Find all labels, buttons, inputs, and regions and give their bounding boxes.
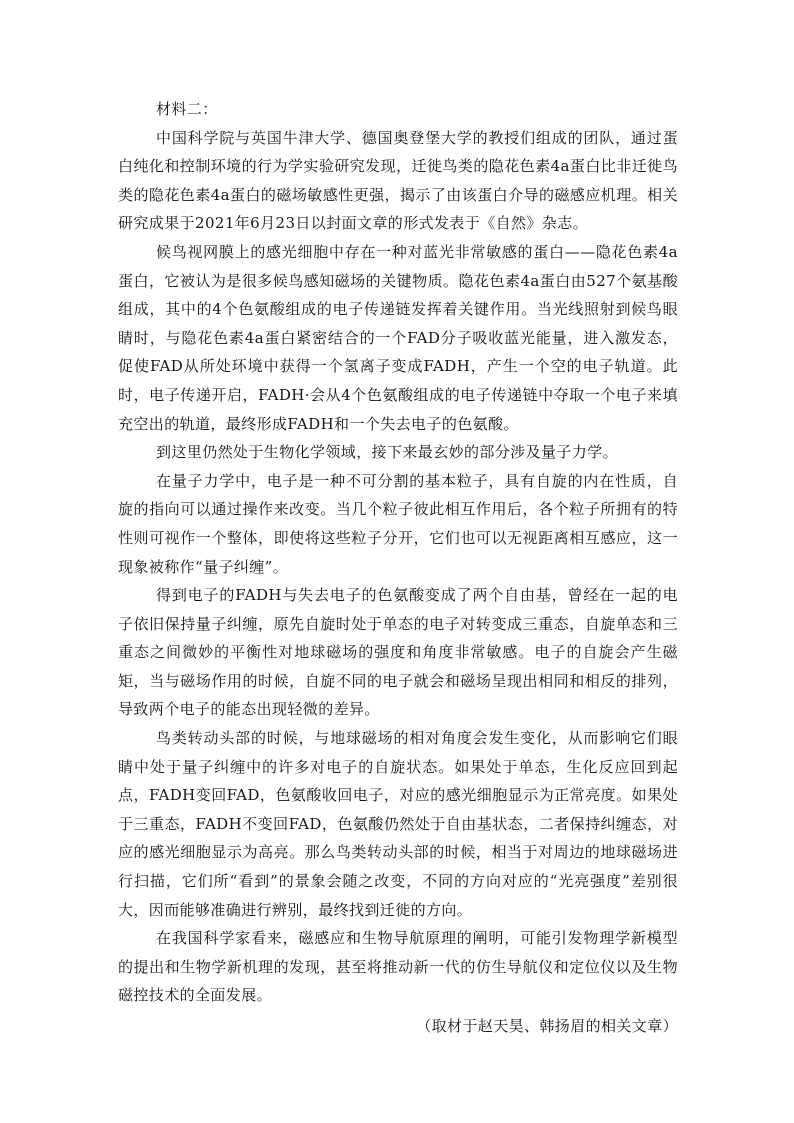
- paragraph-7: 在我国科学家看来，磁感应和生物导航原理的阐明，可能引发物理学新模型的提出和生物学新机理的发现，甚至将推动新一代的仿生导航仪和定位仪以及生物磁控技术的全面发展。: [118, 929, 678, 1005]
- paragraph-2: 候鸟视网膜上的感光细胞中存在一种对蓝光非常敏感的蛋白——隐花色素4a蛋白，它被认为是很多候鸟感知磁场的关键物质。隐花色素4a蛋白由527个氨基酸组成，其中的4个色氨酸组成的电子传递链发挥着关键作用。当光线照射到候鸟眼睛时，与隐花色素4a蛋白紧密结合的一个FAD分子吸收蓝光能量，进入激发态，促使FAD从所处环境中获得一个氢离子变成FADH，产生一个空的电子轨道。此时，电子传递开启，FADH·会从4个色氨酸组成的电子传递链中夺取一个电子来填充空出的轨道，最终形成FADH和一个失去电子的色氨酸。: [118, 242, 678, 433]
- paragraph-1: 中国科学院与英国牛津大学、德国奥登堡大学的教授们组成的团队，通过蛋白纯化和控制环境的行为学实验研究发现，迁徙鸟类的隐花色素4a蛋白比非迁徙鸟类的隐花色素4a蛋白的磁场敏感性更强，揭示了由该蛋白介导的磁感应机理。相关研究成果于2021年6月23日以封面文章的形式发表于《自然》杂志。: [118, 128, 678, 233]
- paragraph-5: 得到电子的FADH与失去电子的色氨酸变成了两个自由基，曾经在一起的电子依旧保持量子纠缠，原先自旋时处于单态的电子对转变成三重态，自旋单态和三重态之间微妙的平衡性对地球磁场的强度和角度非常敏感。电子的自旋会产生磁矩，当与磁场作用的时候，自旋不同的电子就会和磁场呈现出相同和相反的排列，导致两个电子的能态出现轻微的差异。: [118, 586, 678, 719]
- source-attribution: （取材于赵天昊、韩扬眉的相关文章）: [416, 1017, 678, 1035]
- document-page: [118, 95, 678, 1041]
- section-heading: 材料二：: [156, 100, 218, 118]
- paragraph-3: 到这里仍然处于生物化学领域，接下来最玄妙的部分涉及量子力学。: [156, 443, 619, 462]
- paragraph-4: 在量子力学中，电子是一种不可分割的基本粒子，具有自旋的内在性质，自旋的指向可以通过操作来改变。当几个粒子彼此相互作用后，各个粒子所拥有的特性则可视作一个整体，即使将这些粒子分开，它们也可以无视距离相互感应，这一现象被称作“量子纠缠”。: [118, 471, 678, 576]
- paragraph-6: 鸟类转动头部的时候，与地球磁场的相对角度会发生变化，从而影响它们眼睛中处于量子纠缠中的许多对电子的自旋状态。如果处于单态，生化反应回到起点，FADH变回FAD，色氨酸收回电子，对应的感光细胞显示为正常亮度。如果处于三重态，FADH不变回FAD，色氨酸仍然处于自由基状态，二者保持纠缠态，对应的感光细胞显示为高亮。那么鸟类转动头部的时候，相当于对周边的地球磁场进行扫描，它们所“看到”的景象会随之改变，不同的方向对应的“光亮强度”差别很大，因而能够准确进行辨别，最终找到迁徙的方向。: [118, 729, 678, 919]
